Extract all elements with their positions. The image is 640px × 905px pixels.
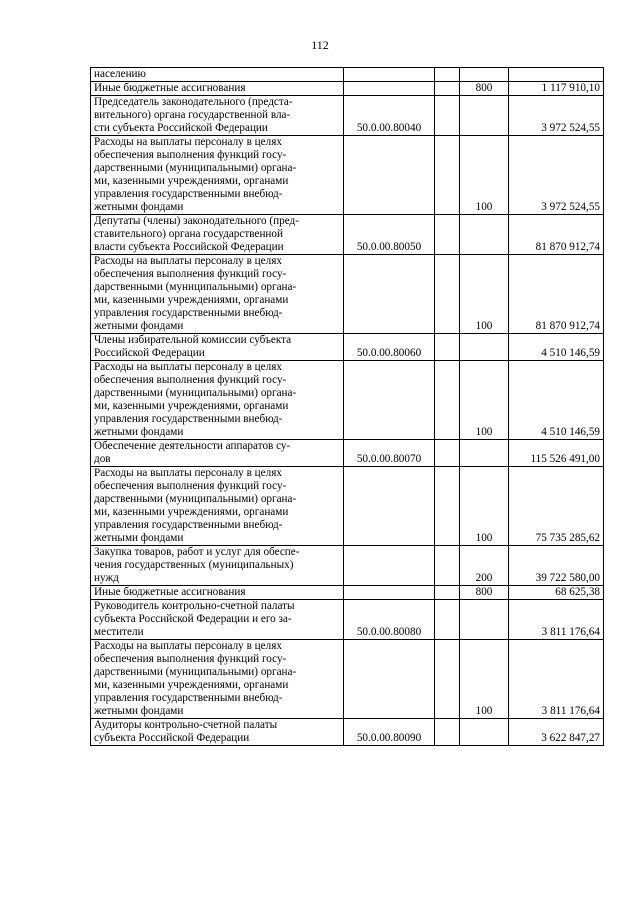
table-row: [91, 586, 604, 600]
expense-name-line: жетными фондами: [94, 426, 184, 438]
empty-cell: [435, 96, 460, 136]
expense-name-line: жетными фондами: [94, 201, 184, 213]
expense-kind-cell: [460, 215, 509, 255]
expense-name-line: ми, казенными учреждениями, органами: [94, 506, 289, 518]
expense-name-line: обеспечения выполнения функций госу-: [94, 480, 287, 492]
expense-name-line: жетными фондами: [94, 320, 184, 332]
target-code-cell: [344, 586, 435, 600]
amount-cell: 4 510 146,59: [509, 334, 604, 361]
expense-name-cell: [91, 82, 344, 96]
expense-name-line: дов: [94, 453, 111, 465]
expense-name-line: Обеспечение деятельности аппаратов су-: [94, 440, 291, 452]
expense-name-line: дарственными (муниципальными) органа-: [94, 666, 297, 678]
expense-kind-cell: [460, 719, 509, 746]
expense-name-line: ми, казенными учреждениями, органами: [94, 679, 289, 691]
expense-kind-cell: [460, 96, 509, 136]
target-code-cell: 50.0.00.80080: [344, 600, 435, 640]
amount-cell: 3 972 524,55: [509, 96, 604, 136]
expense-name-line: Председатель законодательного (предста-: [94, 96, 293, 108]
expense-kind-cell: [460, 440, 509, 467]
expense-name-line: чения государственных (муниципальных): [94, 559, 294, 571]
table-row: [91, 467, 604, 546]
expense-name-line: Руководитель контрольно-счетной палаты: [94, 600, 295, 612]
expense-name-line: Расходы на выплаты персоналу в целях: [94, 467, 282, 479]
expense-name-cell: [91, 640, 344, 719]
expense-name-line: Депутаты (члены) законодательного (пред-: [94, 215, 299, 227]
expense-name-line: Члены избирательной комиссии субъекта: [94, 334, 292, 346]
table-row: [91, 440, 604, 467]
expense-name-line: ми, казенными учреждениями, органами: [94, 175, 289, 187]
expense-name-line: власти субъекта Российской Федерации: [94, 241, 284, 253]
target-code-cell: 50.0.00.80060: [344, 334, 435, 361]
expense-name-line: Расходы на выплаты персоналу в целях: [94, 255, 282, 267]
amount-cell: 4 510 146,59: [509, 361, 604, 440]
amount-cell: 3 972 524,55: [509, 136, 604, 215]
target-code-cell: [344, 640, 435, 719]
table-row: [91, 361, 604, 440]
expense-kind-cell: 100: [460, 136, 509, 215]
expense-name-line: Российской Федерации: [94, 347, 205, 359]
amount-cell: [509, 68, 604, 82]
table-row: [91, 640, 604, 719]
expense-name-line: Иные бюджетные ассигнования: [94, 82, 246, 94]
expense-name-line: Расходы на выплаты персоналу в целях: [94, 136, 282, 148]
amount-cell: 81 870 912,74: [509, 215, 604, 255]
empty-cell: [435, 68, 460, 82]
expense-name-line: Расходы на выплаты персоналу в целях: [94, 361, 282, 373]
expense-name-line: Закупка товаров, работ и услуг для обеспе-: [94, 546, 300, 558]
expense-name-line: управления государственными внебюд-: [94, 692, 283, 704]
target-code-cell: [344, 467, 435, 546]
expense-name-line: ми, казенными учреждениями, органами: [94, 400, 289, 412]
empty-cell: [435, 586, 460, 600]
expense-kind-cell: 100: [460, 467, 509, 546]
empty-cell: [435, 440, 460, 467]
expense-name-cell: [91, 68, 344, 82]
expense-name-cell: [91, 215, 344, 255]
table-row: [91, 136, 604, 215]
target-code-cell: 50.0.00.80050: [344, 215, 435, 255]
empty-cell: [435, 136, 460, 215]
expense-name-line: управления государственными внебюд-: [94, 188, 283, 200]
target-code-cell: 50.0.00.80090: [344, 719, 435, 746]
table-row: [91, 215, 604, 255]
expense-name-line: управления государственными внебюд-: [94, 307, 283, 319]
table-row: [91, 255, 604, 334]
expense-name-cell: [91, 136, 344, 215]
target-code-cell: [344, 255, 435, 334]
amount-cell: 81 870 912,74: [509, 255, 604, 334]
expense-name-line: ми, казенными учреждениями, органами: [94, 294, 289, 306]
expense-name-line: вительного) органа государственной вла-: [94, 109, 291, 121]
expense-name-line: местители: [94, 626, 144, 638]
expense-name-line: субъекта Российской Федерации и его за-: [94, 613, 292, 625]
expense-name-line: обеспечения выполнения функций госу-: [94, 268, 287, 280]
expense-name-line: жетными фондами: [94, 705, 184, 717]
expense-name-line: Расходы на выплаты персоналу в целях: [94, 640, 282, 652]
expense-kind-cell: [460, 68, 509, 82]
target-code-cell: [344, 82, 435, 96]
expense-kind-cell: 100: [460, 255, 509, 334]
table-row: [91, 96, 604, 136]
amount-cell: 75 735 285,62: [509, 467, 604, 546]
empty-cell: [435, 215, 460, 255]
expense-name-cell: [91, 440, 344, 467]
amount-cell: 3 811 176,64: [509, 600, 604, 640]
budget-table: [90, 67, 604, 746]
expense-name-line: населению: [94, 68, 146, 80]
expense-name-line: жетными фондами: [94, 532, 184, 544]
amount-cell: 39 722 580,00: [509, 546, 604, 586]
table-row: [91, 68, 604, 82]
expense-kind-cell: 100: [460, 361, 509, 440]
expense-kind-cell: 800: [460, 82, 509, 96]
budget-table-body: [91, 68, 604, 746]
empty-cell: [435, 334, 460, 361]
table-row: [91, 546, 604, 586]
target-code-cell: [344, 361, 435, 440]
expense-name-line: сти субъекта Российской Федерации: [94, 122, 268, 134]
table-row: [91, 600, 604, 640]
page-number: 112: [311, 38, 329, 52]
table-row: [91, 719, 604, 746]
expense-kind-cell: [460, 334, 509, 361]
expense-kind-cell: 200: [460, 546, 509, 586]
expense-name-cell: [91, 255, 344, 334]
expense-name-cell: [91, 96, 344, 136]
empty-cell: [435, 640, 460, 719]
expense-name-line: дарственными (муниципальными) органа-: [94, 162, 297, 174]
expense-name-cell: [91, 546, 344, 586]
expense-kind-cell: 800: [460, 586, 509, 600]
expense-name-line: ставительного) органа государственной: [94, 228, 283, 240]
expense-name-line: дарственными (муниципальными) органа-: [94, 387, 297, 399]
expense-name-line: Аудиторы контрольно-счетной палаты: [94, 719, 278, 731]
expense-name-line: нужд: [94, 572, 119, 584]
amount-cell: 3 622 847,27: [509, 719, 604, 746]
expense-name-line: обеспечения выполнения функций госу-: [94, 149, 287, 161]
expense-name-line: субъекта Российской Федерации: [94, 732, 250, 744]
expense-name-line: управления государственными внебюд-: [94, 413, 283, 425]
expense-name-cell: [91, 586, 344, 600]
expense-name-line: управления государственными внебюд-: [94, 519, 283, 531]
expense-name-line: обеспечения выполнения функций госу-: [94, 374, 287, 386]
table-row: [91, 334, 604, 361]
empty-cell: [435, 546, 460, 586]
amount-cell: 68 625,38: [509, 586, 604, 600]
expense-kind-cell: 100: [460, 640, 509, 719]
amount-cell: 3 811 176,64: [509, 640, 604, 719]
expense-name-cell: [91, 334, 344, 361]
target-code-cell: [344, 546, 435, 586]
empty-cell: [435, 255, 460, 334]
expense-name-line: дарственными (муниципальными) органа-: [94, 281, 297, 293]
expense-name-line: Иные бюджетные ассигнования: [94, 586, 246, 598]
target-code-cell: 50.0.00.80070: [344, 440, 435, 467]
target-code-cell: [344, 68, 435, 82]
empty-cell: [435, 467, 460, 546]
target-code-cell: 50.0.00.80040: [344, 96, 435, 136]
expense-kind-cell: [460, 600, 509, 640]
expense-name-cell: [91, 361, 344, 440]
expense-name-cell: [91, 600, 344, 640]
empty-cell: [435, 719, 460, 746]
empty-cell: [435, 600, 460, 640]
expense-name-cell: [91, 467, 344, 546]
target-code-cell: [344, 136, 435, 215]
expense-name-line: дарственными (муниципальными) органа-: [94, 493, 297, 505]
empty-cell: [435, 361, 460, 440]
table-row: [91, 82, 604, 96]
amount-cell: 115 526 491,00: [509, 440, 604, 467]
expense-name-cell: [91, 719, 344, 746]
amount-cell: 1 117 910,10: [509, 82, 604, 96]
expense-name-line: обеспечения выполнения функций госу-: [94, 653, 287, 665]
empty-cell: [435, 82, 460, 96]
